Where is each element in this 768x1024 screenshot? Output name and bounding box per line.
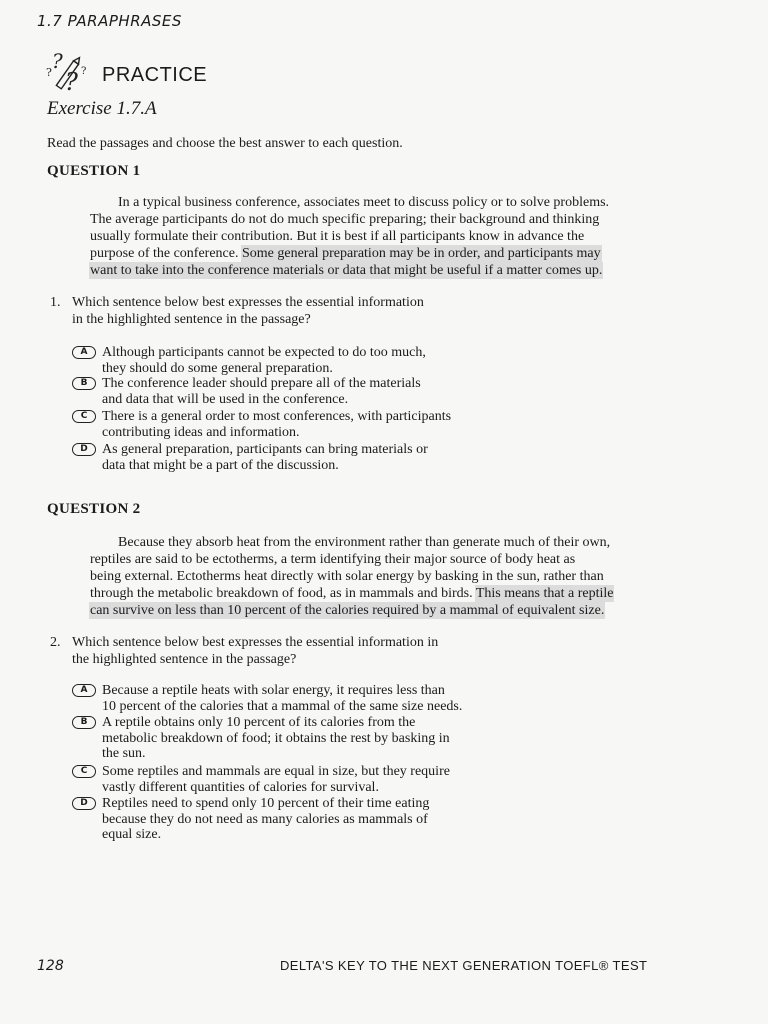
question-2-passage — [90, 534, 730, 619]
question-1-heading: QUESTION 1 — [47, 163, 141, 179]
page-number: 128 — [37, 958, 64, 974]
highlighted-sentence: can survive on less than 10 percent of the calories required by a mammal of equivalent size. — [90, 603, 605, 618]
option-c-badge[interactable]: C — [72, 765, 96, 778]
question-2-heading: QUESTION 2 — [47, 501, 141, 517]
option-b-badge[interactable]: B — [72, 716, 96, 729]
answer-option-b[interactable]: B The conference leader should prepare all of the materials and data that will be used in the conference. — [72, 376, 421, 407]
answer-option-d[interactable]: D As general preparation, participants can bring materials or data that might be a part of the discussion. — [72, 442, 428, 473]
practice-icon — [44, 52, 92, 94]
passage-line: reptiles are said to be ectotherms, a term identifying their major source of body heat as — [90, 552, 576, 567]
svg-text:?: ? — [65, 68, 78, 94]
footer-book-title: DELTA'S KEY TO THE NEXT GENERATION TOEFL® TEST — [280, 958, 648, 973]
question-1-passage — [90, 194, 730, 279]
answer-option-b[interactable]: B A reptile obtains only 10 percent of its calories from the metabolic breakdown of food; it obtains the rest by basking in the sun. — [72, 715, 450, 762]
option-d-badge[interactable]: D — [72, 797, 96, 810]
passage-line: In a typical business conference, associates meet to discuss policy or to solve problems. — [118, 195, 610, 210]
highlighted-sentence: want to take into the conference materials or data that might be useful if a matter comes up. — [90, 263, 603, 278]
section-header: 1.7 PARAPHRASES — [37, 12, 182, 30]
option-b-badge[interactable]: B — [72, 377, 96, 390]
exercise-title: Exercise 1.7.A — [47, 98, 157, 119]
passage-line: through the metabolic breakdown of food, as in mammals and birds. This means that a reptile — [90, 586, 614, 601]
option-a-badge[interactable]: A — [72, 684, 96, 697]
highlighted-sentence: Some general preparation may be in order, and participants may — [241, 246, 601, 261]
answer-option-a[interactable]: A Because a reptile heats with solar energy, it requires less than 10 percent of the calories that a mammal of the same size needs. — [72, 683, 462, 714]
passage-line: The average participants do not do much specific preparing; their background and thinking — [90, 212, 600, 227]
instructions: Read the passages and choose the best answer to each question. — [47, 136, 403, 151]
answer-option-a[interactable]: A Although participants cannot be expected to do too much, they should do some general preparation. — [72, 345, 426, 376]
question-1-stem: 1. Which sentence below best expresses the essential information in the highlighted sentence in the passage? — [50, 295, 424, 327]
option-a-badge[interactable]: A — [72, 346, 96, 359]
option-d-badge[interactable]: D — [72, 443, 96, 456]
passage-line — [90, 262, 730, 279]
svg-text:?: ? — [52, 52, 63, 73]
passage-line: purpose of the conference. Some general preparation may be in order, and participants may — [90, 246, 601, 261]
svg-text:?: ? — [81, 66, 87, 77]
passage-line: being external. Ectotherms heat directly with solar energy by basking in the sun, rather than — [90, 569, 604, 584]
answer-option-d[interactable]: D Reptiles need to spend only 10 percent of their time eating because they do not need as many calories as mammals of equal size. — [72, 796, 429, 843]
passage-line: Because they absorb heat from the environment rather than generate much of their own, — [118, 535, 611, 550]
passage-line: usually formulate their contribution. But it is best if all participants know in advance the — [90, 229, 585, 244]
practice-title: PRACTICE — [102, 64, 208, 86]
option-c-badge[interactable]: C — [72, 410, 96, 423]
svg-text:?: ? — [46, 66, 52, 79]
answer-option-c[interactable]: C There is a general order to most conferences, with participants contributing ideas and information. — [72, 409, 451, 440]
answer-option-c[interactable]: C Some reptiles and mammals are equal in size, but they require vastly different quantities of calories for survival. — [72, 764, 450, 795]
question-2-stem: 2. Which sentence below best expresses the essential information in the highlighted sentence in the passage? — [50, 635, 439, 667]
passage-line — [90, 602, 730, 619]
highlighted-sentence: This means that a reptile — [475, 586, 614, 601]
